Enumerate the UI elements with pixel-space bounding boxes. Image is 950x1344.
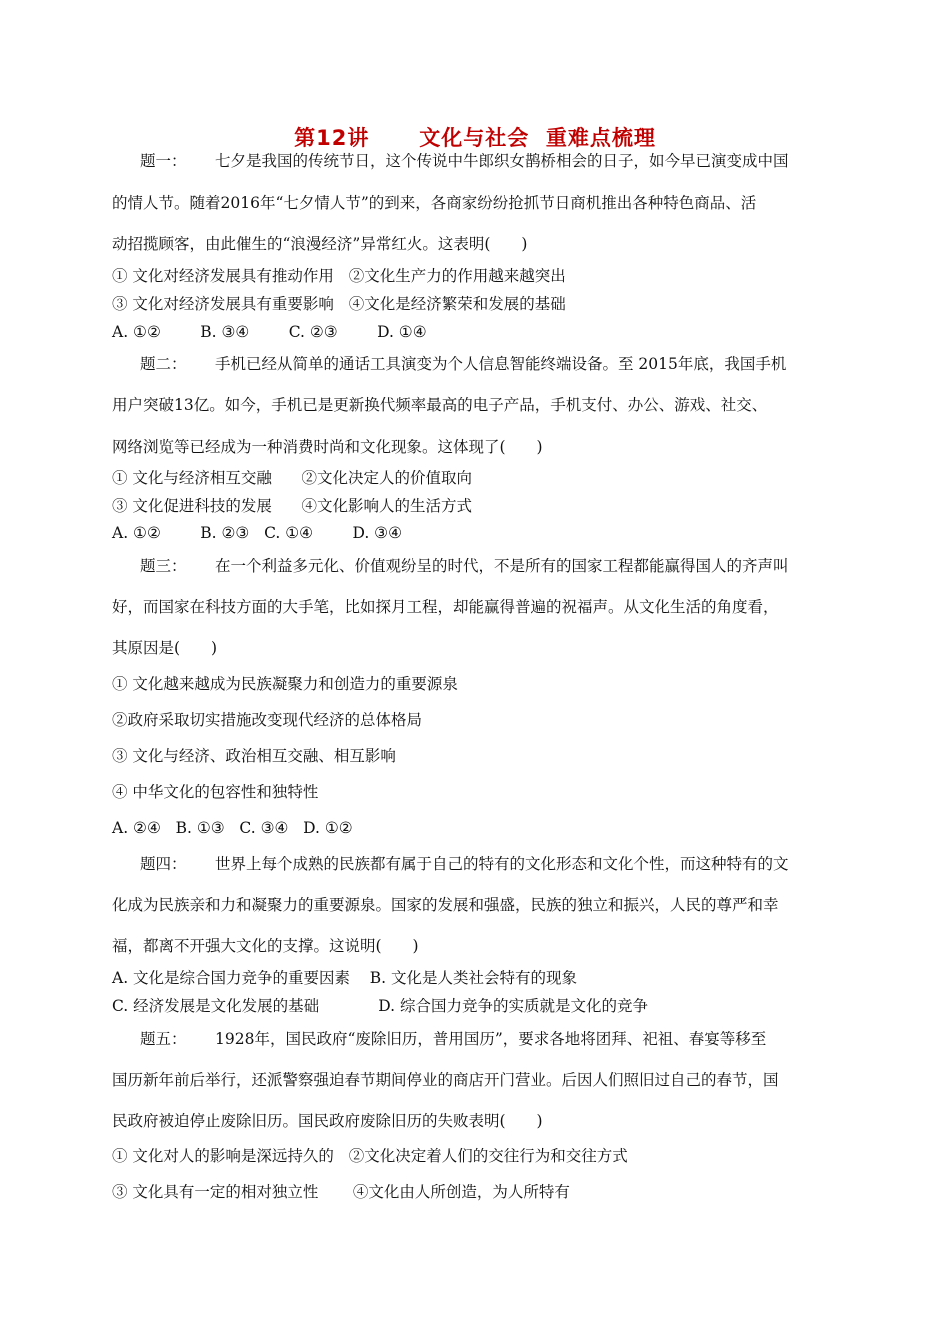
q2-tag: 题二： (140, 355, 187, 373)
q3-option-3: ③ 文化与经济、政治相互交融、相互影响 (112, 747, 396, 765)
q3-line-1: 题三： 在一个利益多元化、价值观纷呈的时代，不是所有的国家工程都能赢得国人的齐声叫 (140, 557, 789, 575)
q2-answers: A. ①② B. ②③ C. ①④ D. ③④ (112, 524, 402, 542)
q2-option-2: ③ 文化促进科技的发展 ④文化影响人的生活方式 (112, 497, 472, 515)
q3-option-2: ②政府采取切实措施改变现代经济的总体格局 (112, 711, 423, 729)
q3-option-1: ① 文化越来越成为民族凝聚力和创造力的重要源泉 (112, 675, 458, 693)
q2-line-3: 网络浏览等已经成为一种消费时尚和文化现象。这体现了( ) (112, 438, 543, 456)
q4-line-3: 福，都离不开强大文化的支撑。这说明( ) (112, 937, 419, 955)
q2-line-2: 用户突破13亿。如今，手机已是更新换代频率最高的电子产品，手机支付、办公、游戏、社交、 (112, 396, 768, 414)
q1-option-1: ① 文化对经济发展具有推动作用 ②文化生产力的作用越来越突出 (112, 267, 566, 285)
q1-answers: A. ①② B. ③④ C. ②③ D. ①④ (112, 323, 427, 341)
q3-line-3: 其原因是( ) (112, 639, 218, 657)
q1-tag: 题一： (140, 152, 187, 170)
q5-line-2: 国历新年前后举行，还派警察强迫春节期间停业的商店开门营业。后因人们照旧过自己的春节，国 (112, 1071, 779, 1089)
q4-tag: 题四： (140, 855, 187, 873)
page-title: 第12讲 文化与社会 重难点梳理 (294, 126, 656, 150)
q4-option-ab: A. 文化是综合国力竞争的重要因素 B. 文化是人类社会特有的现象 (112, 969, 578, 987)
q4-line-1: 题四： 世界上每个成熟的民族都有属于自己的特有的文化形态和文化个性，而这种特有的文 (140, 855, 789, 873)
q5-line-3: 民政府被迫停止废除旧历。国民政府废除旧历的失败表明( ) (112, 1112, 543, 1130)
q3-option-4: ④ 中华文化的包容性和独特性 (112, 783, 319, 801)
q5-line-1: 题五： 1928年，国民政府“废除旧历，普用国历”，要求各地将团拜、祀祖、春宴等移至 (140, 1030, 767, 1048)
q1-line-2: 的情人节。随着2016年“七夕情人节”的到来，各商家纷纷抢抓节日商机推出各种特色商品、活 (112, 194, 757, 212)
q2-line-1: 题二： 手机已经从简单的通话工具演变为个人信息智能终端设备。至 2015年底，我国手机 (140, 355, 787, 373)
q1-option-2: ③ 文化对经济发展具有重要影响 ④文化是经济繁荣和发展的基础 (112, 295, 566, 313)
q4-option-cd: C. 经济发展是文化发展的基础 D. 综合国力竞争的实质就是文化的竞争 (112, 997, 649, 1015)
q5-tag: 题五： (140, 1030, 187, 1048)
q3-answers: A. ②④ B. ①③ C. ③④ D. ①② (112, 819, 353, 837)
q4-line-2: 化成为民族亲和力和凝聚力的重要源泉。国家的发展和强盛，民族的独立和振兴，人民的尊严和幸 (112, 896, 779, 914)
q5-option-1: ① 文化对人的影响是深远持久的 ②文化决定着人们的交往行为和交往方式 (112, 1147, 628, 1165)
q1-line-1: 题一： 七夕是我国的传统节日，这个传说中牛郎织女鹊桥相会的日子，如今早已演变成中国 (140, 152, 789, 170)
q5-option-2: ③ 文化具有一定的相对独立性 ④文化由人所创造，为人所特有 (112, 1183, 570, 1201)
q3-line-2: 好，而国家在科技方面的大手笔，比如探月工程，却能赢得普遍的祝福声。从文化生活的角度看， (112, 598, 779, 616)
q3-tag: 题三： (140, 557, 187, 575)
q1-line-3: 动招揽顾客，由此催生的“浪漫经济”异常红火。这表明( ) (112, 235, 528, 253)
q2-option-1: ① 文化与经济相互交融 ②文化决定人的价值取向 (112, 469, 472, 487)
